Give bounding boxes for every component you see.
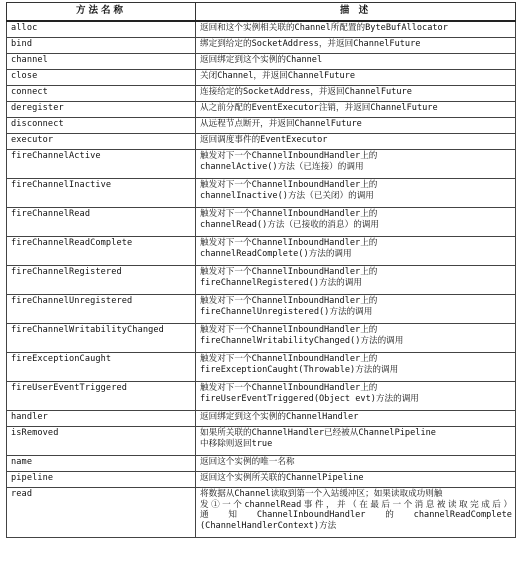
table-row: [7, 324, 516, 353]
method-name-cell: fireChannelRead: [7, 208, 196, 237]
method-description-cell: [196, 54, 516, 70]
description-line: fireChannelRegistered()方法的调用: [200, 277, 362, 288]
description-line: fireUserEventTriggered(Object evt)方法的调用: [200, 393, 419, 404]
method-name-cell: disconnect: [7, 118, 196, 134]
table-row: [7, 54, 516, 70]
method-description-cell: [196, 295, 516, 324]
method-description-cell: [196, 208, 516, 237]
table-row: [7, 411, 516, 427]
method-description-cell: [196, 266, 516, 295]
table-row: [7, 353, 516, 382]
method-description-cell: [196, 427, 516, 456]
method-name-cell: fireChannelReadComplete: [7, 237, 196, 266]
method-name-cell: pipeline: [7, 472, 196, 488]
description-line: 发①一个channelRead事件，并（在最后一个消息被读取完成后）: [200, 499, 512, 510]
description-line: 触发对下一个ChannelInboundHandler上的: [200, 296, 378, 306]
description-line: 连接给定的SocketAddress，并返回ChannelFuture: [200, 87, 412, 97]
table-row: [7, 70, 516, 86]
method-description-cell: [196, 86, 516, 102]
description-line: channelReadComplete()方法的调用: [200, 248, 352, 259]
description-line: 从之前分配的EventExecutor注销，并返回ChannelFuture: [200, 103, 438, 113]
description-line: 返回和这个实例相关联的Channel所配置的ByteBufAllocator: [200, 23, 448, 33]
method-name-cell: read: [7, 488, 196, 538]
method-description-cell: [196, 237, 516, 266]
description-line: 触发对下一个ChannelInboundHandler上的: [200, 151, 378, 161]
description-line: 触发对下一个ChannelInboundHandler上的: [200, 180, 378, 190]
description-line: 触发对下一个ChannelInboundHandler上的: [200, 238, 378, 248]
method-description-cell: [196, 488, 516, 538]
description-line: 如果所关联的ChannelHandler已经被从ChannelPipeline: [200, 428, 436, 438]
method-name-cell: fireExceptionCaught: [7, 353, 196, 382]
table-row: [7, 208, 516, 237]
method-name-cell: fireChannelUnregistered: [7, 295, 196, 324]
description-line: 返回这个实例所关联的ChannelPipeline: [200, 473, 364, 483]
method-description-cell: [196, 134, 516, 150]
method-name-cell: executor: [7, 134, 196, 150]
description-line: 返回调度事件的EventExecutor: [200, 135, 328, 145]
method-description-cell: [196, 21, 516, 38]
table-row: [7, 21, 516, 38]
description-line: 从远程节点断开，并返回ChannelFuture: [200, 119, 362, 129]
method-description-cell: [196, 118, 516, 134]
table-body: [7, 21, 516, 538]
table-row: [7, 382, 516, 411]
header-description: 描 述: [196, 3, 516, 22]
description-line: 关闭Channel，并返回ChannelFuture: [200, 71, 356, 81]
table-row: [7, 102, 516, 118]
method-name-cell: fireChannelActive: [7, 150, 196, 179]
method-description-cell: [196, 324, 516, 353]
description-line: 返回这个实例的唯一名称: [200, 457, 295, 467]
description-line: 触发对下一个ChannelInboundHandler上的: [200, 354, 378, 364]
table-row: [7, 295, 516, 324]
method-name-cell: close: [7, 70, 196, 86]
method-description-cell: [196, 102, 516, 118]
method-description-cell: [196, 353, 516, 382]
table-header-row: [7, 3, 516, 22]
method-description-cell: [196, 456, 516, 472]
method-name-cell: name: [7, 456, 196, 472]
description-line: fireExceptionCaught(Throwable)方法的调用: [200, 364, 399, 375]
method-name-cell: connect: [7, 86, 196, 102]
description-line: channelActive()方法（已连接）的调用: [200, 161, 364, 172]
description-line: 返回绑定到这个实例的ChannelHandler: [200, 412, 359, 422]
method-name-cell: fireChannelInactive: [7, 179, 196, 208]
description-line: 触发对下一个ChannelInboundHandler上的: [200, 267, 378, 277]
description-line: 中移除则返回true: [200, 438, 273, 449]
description-line: fireChannelWritabilityChanged()方法的调用: [200, 335, 404, 346]
description-line: 返回绑定到这个实例的Channel: [200, 55, 323, 65]
header-method-name: 方法名称: [7, 3, 196, 22]
description-line: 通知ChannelInboundHandler的channelReadComplete: [200, 510, 512, 521]
method-name-cell: handler: [7, 411, 196, 427]
table-row: [7, 86, 516, 102]
table-row: [7, 150, 516, 179]
method-name-cell: fireChannelRegistered: [7, 266, 196, 295]
method-description-cell: [196, 411, 516, 427]
method-name-cell: bind: [7, 38, 196, 54]
table-row: [7, 472, 516, 488]
description-line: 触发对下一个ChannelInboundHandler上的: [200, 383, 378, 393]
method-description-cell: [196, 179, 516, 208]
table-row: [7, 266, 516, 295]
table-row: [7, 134, 516, 150]
method-description-cell: [196, 382, 516, 411]
method-description-cell: [196, 472, 516, 488]
description-line: 触发对下一个ChannelInboundHandler上的: [200, 209, 378, 219]
description-line: 绑定到给定的SocketAddress，并返回ChannelFuture: [200, 39, 421, 49]
method-description-cell: [196, 38, 516, 54]
method-name-cell: isRemoved: [7, 427, 196, 456]
description-line: channelInactive()方法（已关闭）的调用: [200, 190, 374, 201]
description-line: 将数据从Channel读取到第一个入站缓冲区；如果读取成功则触: [200, 489, 443, 499]
description-line: fireChannelUnregistered()方法的调用: [200, 306, 373, 317]
table-row: [7, 179, 516, 208]
method-name-cell: channel: [7, 54, 196, 70]
table-row: [7, 456, 516, 472]
description-line: channelRead()方法（已接收的消息）的调用: [200, 219, 379, 230]
table-row: [7, 38, 516, 54]
description-line: 触发对下一个ChannelInboundHandler上的: [200, 325, 378, 335]
method-description-cell: [196, 150, 516, 179]
method-name-cell: fireUserEventTriggered: [7, 382, 196, 411]
method-name-cell: fireChannelWritabilityChanged: [7, 324, 196, 353]
method-description-cell: [196, 70, 516, 86]
method-name-cell: alloc: [7, 21, 196, 38]
description-line: (ChannelHandlerContext)方法: [200, 520, 337, 531]
table-row: [7, 237, 516, 266]
table-row: [7, 118, 516, 134]
table-row: [7, 488, 516, 538]
table-row: [7, 427, 516, 456]
method-table: [6, 2, 516, 538]
method-name-cell: deregister: [7, 102, 196, 118]
